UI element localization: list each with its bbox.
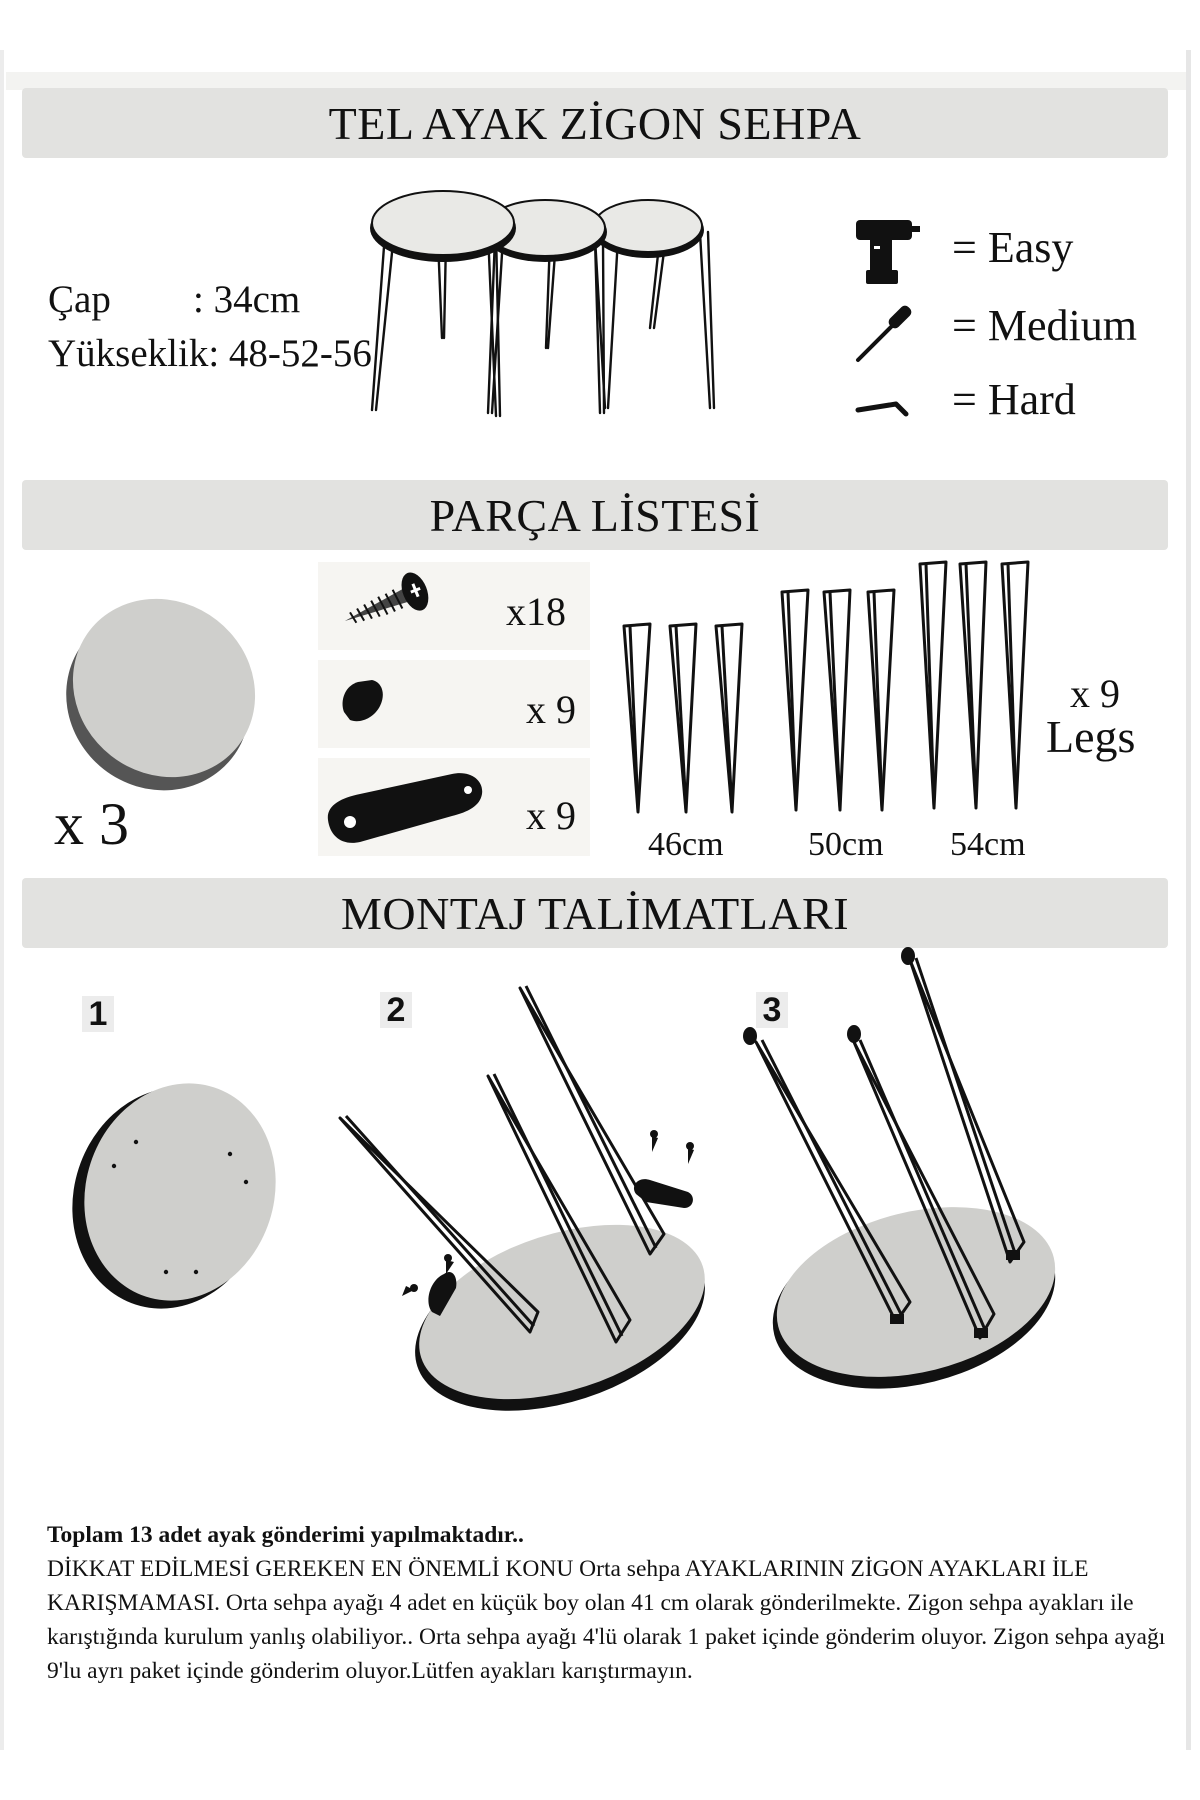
legs-quantity: x 9 (1070, 671, 1120, 716)
height-label: Yükseklik (48, 332, 209, 375)
step-2-badge: 2 (380, 992, 412, 1028)
diameter-value: : 34cm (193, 278, 301, 321)
difficulty-medium (952, 300, 1137, 351)
leg-length-50: 50cm (808, 826, 884, 863)
difficulty-easy-label: = Easy (952, 223, 1074, 272)
notes-headline: Toplam 13 adet ayak gönderimi yapılmaktadır.. (47, 1522, 524, 1548)
hairpin-legs-54 (916, 558, 1046, 816)
step-3-illustration (730, 950, 1090, 1410)
difficulty-easy (952, 222, 1073, 273)
leg-cap-icon (338, 674, 388, 724)
difficulty-hard (952, 374, 1076, 425)
screwdriver-icon (854, 302, 918, 364)
leg-length-46: 46cm (648, 826, 724, 863)
shipping-notes (47, 1518, 1167, 1688)
step-1-illustration (66, 1070, 296, 1320)
allen-key-icon (856, 394, 910, 418)
table-tops-quantity: x 3 (54, 791, 129, 857)
step-2-illustration (340, 980, 720, 1420)
parts-list-bar (22, 480, 1168, 550)
difficulty-hard-label: = Hard (952, 375, 1076, 424)
leg-length-54: 54cm (950, 826, 1026, 863)
left-edge-rule (0, 50, 4, 1750)
hairpin-legs-50 (778, 586, 908, 818)
drill-icon (856, 218, 920, 286)
plates-quantity: x 9 (526, 793, 576, 838)
spec-height (48, 328, 372, 380)
step-3-badge: 3 (756, 992, 788, 1028)
parts-list-title: PARÇA LİSTESİ (429, 489, 761, 541)
difficulty-medium-label: = Medium (952, 301, 1137, 350)
screws-quantity: x18 (506, 589, 566, 634)
title-bar (22, 88, 1168, 158)
page-title: TEL AYAK ZİGON SEHPA (328, 97, 862, 149)
step-1-badge: 1 (82, 996, 114, 1032)
legs-label: Legs (1046, 711, 1136, 762)
spec-diameter (48, 274, 300, 326)
screw-icon (336, 564, 436, 636)
right-edge-rule (1186, 50, 1191, 1750)
nesting-tables-illustration (370, 188, 730, 418)
mounting-plate-icon (320, 758, 490, 854)
caps-quantity: x 9 (526, 687, 576, 732)
assembly-bar (22, 878, 1168, 948)
table-top-disc (60, 582, 260, 802)
hairpin-legs-46 (620, 620, 750, 820)
assembly-title: MONTAJ TALİMATLARI (340, 887, 850, 939)
diameter-label: Çap (48, 278, 111, 321)
height-value: : 48-52-56 (208, 332, 372, 375)
notes-body: DİKKAT EDİLMESİ GEREKEN EN ÖNEMLİ KONU Orta sehpa AYAKLARININ ZİGON AYAKLARI İLE KARIŞMAMASI. Orta sehpa ayağı 4 adet en küçük boy olan 41 cm olarak gönderilmekte. Zigon sehpa ayakları ile karıştığında kurulum yanlış olabiliyor.. Orta sehpa ayağı 4'lü olarak 1 paket içinde gönderim oluyor. Zigon sehpa ayağı 9'lu ayrı paket içinde gönderim oluyor.Lütfen ayakları karıştırmayın. (47, 1556, 1166, 1684)
